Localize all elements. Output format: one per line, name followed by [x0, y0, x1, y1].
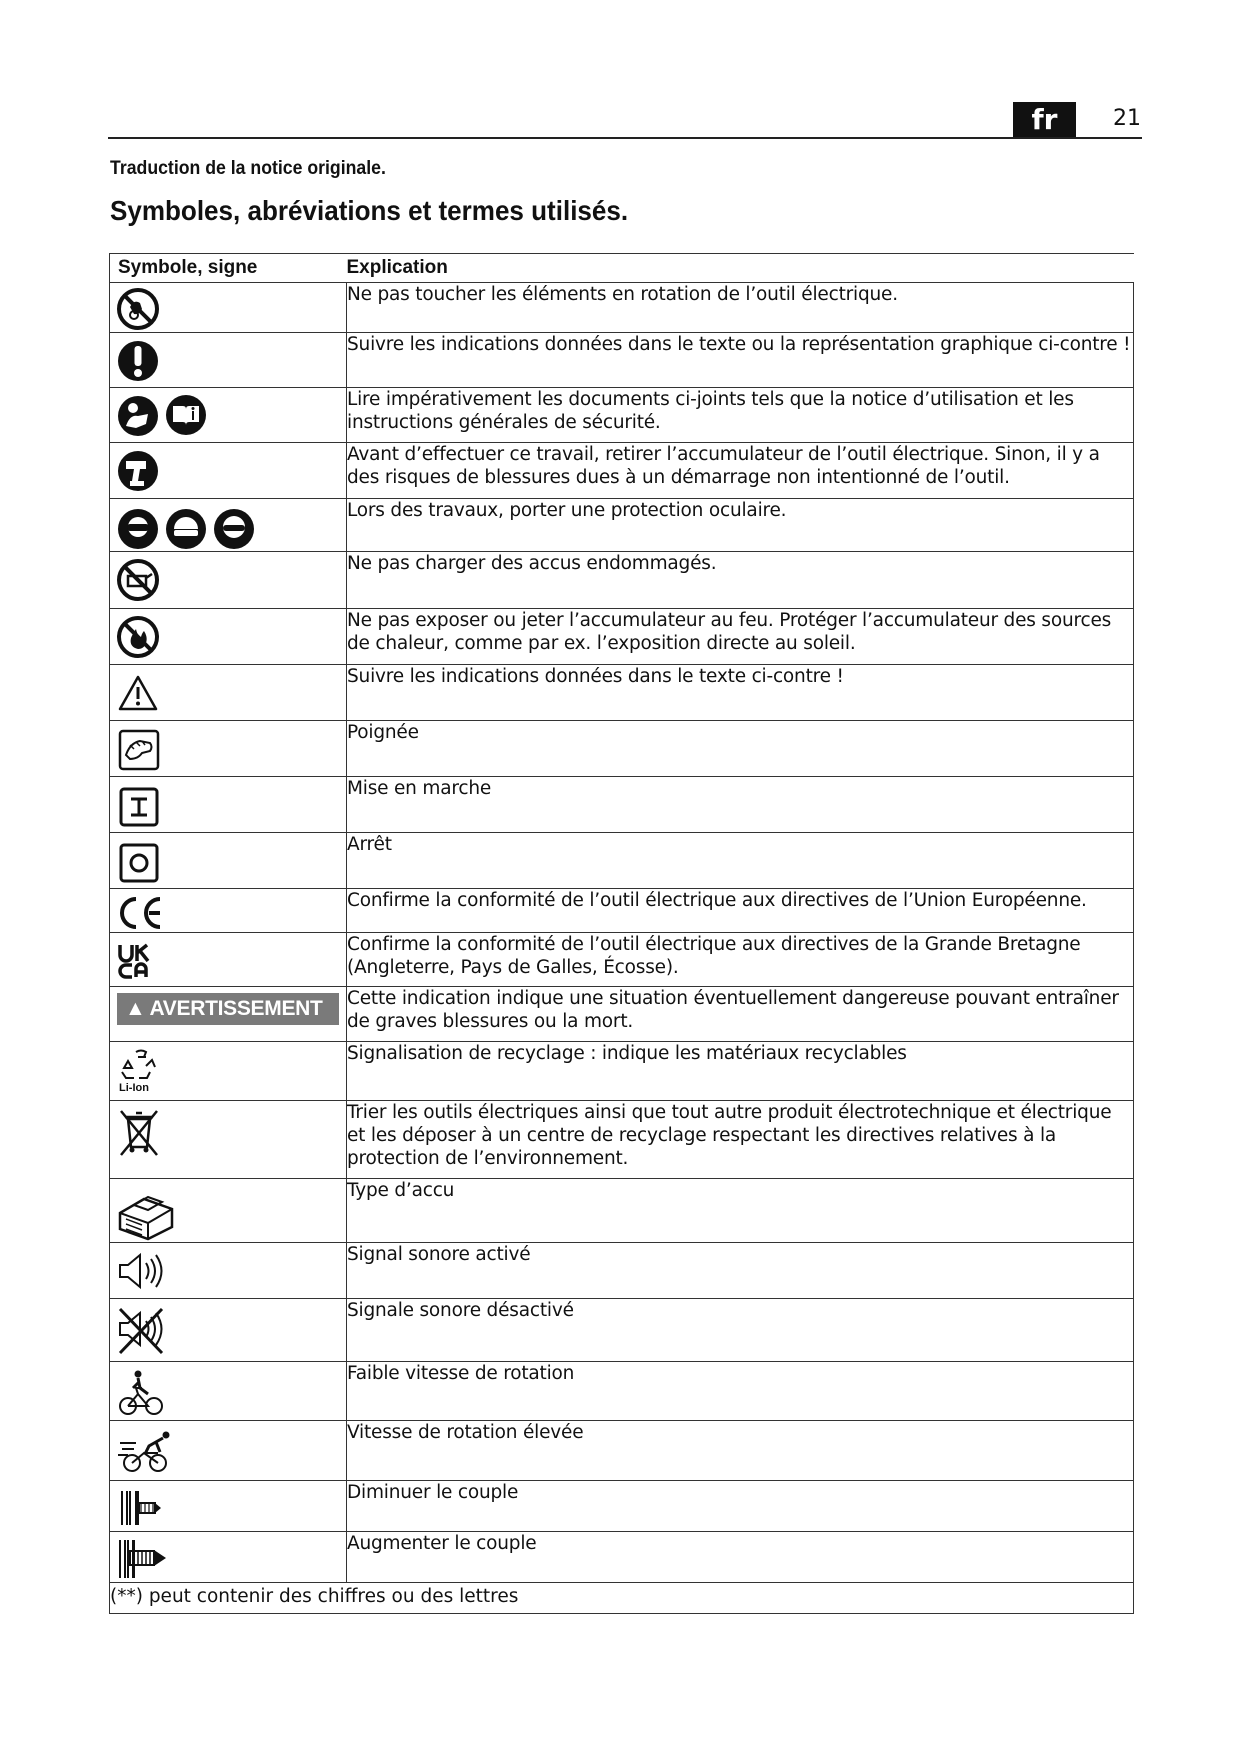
row-text: Confirme la conformité de l’outil électrique aux directives de l’Union Européenne. [347, 889, 1134, 933]
table-row [110, 1362, 1134, 1421]
li-ion-label: Li-Ion [119, 1082, 149, 1094]
row-text: Ne pas exposer ou jeter l’accumulateur au feu. Protéger l’accumulateur des sources de chaleur, comme par ex. l’exposition directe au soleil. [347, 609, 1134, 665]
table-header-row [110, 254, 1134, 283]
row-text: Faible vitesse de rotation [347, 1362, 1134, 1421]
table-row [110, 283, 1134, 333]
row-text: Suivre les indications données dans le texte ou la représentation graphique ci-contre ! [347, 333, 1134, 388]
no-charge-damaged-battery-icon [116, 556, 160, 604]
table-row [110, 1042, 1134, 1101]
row-text: Lors des travaux, porter une protection oculaire. [347, 499, 1134, 552]
row-text: Suivre les indications données dans le texte ci-contre ! [347, 665, 1134, 721]
row-text: Signale sonore désactivé [347, 1299, 1134, 1362]
row-text: Type d’accu [347, 1179, 1134, 1243]
language-badge: fr [1013, 102, 1076, 137]
row-text: Confirme la conformité de l’outil électrique aux directives de la Grande Bretagne (Angleterre, Pays de Galles, Écosse). [347, 933, 1134, 987]
table-row [110, 388, 1134, 443]
row-text: Ne pas charger des accus endommagés. [347, 552, 1134, 609]
power-on-icon [116, 781, 160, 829]
row-text: Lire impérativement les documents ci-joints tels que la notice d’utilisation et les instructions générales de sécurité. [347, 388, 1134, 443]
header-symbol: Symbole, signe [110, 254, 347, 283]
row-text: Vitesse de rotation élevée [347, 1421, 1134, 1481]
row-text: Arrêt [347, 833, 1134, 889]
header-rule [108, 137, 1142, 139]
warning-label-badge [117, 993, 339, 1025]
table-row [110, 665, 1134, 721]
read-manual-icons [116, 392, 211, 438]
row-text: Poignée [347, 721, 1134, 777]
table-row [110, 1299, 1134, 1362]
table-row [110, 499, 1134, 552]
table-row [110, 987, 1134, 1042]
sound-off-icon [116, 1303, 168, 1357]
battery-pack-icon [116, 1183, 178, 1241]
table-row [110, 721, 1134, 777]
row-text: Signal sonore activé [347, 1243, 1134, 1299]
table-row [110, 1532, 1134, 1583]
page-number: 21 [1113, 106, 1141, 131]
table-row [110, 443, 1134, 499]
table-row [110, 609, 1134, 665]
table-row [110, 833, 1134, 889]
table-row [110, 1179, 1134, 1243]
row-text: Ne pas toucher les éléments en rotation de l’outil électrique. [347, 283, 1134, 333]
table-row [110, 1243, 1134, 1299]
table-row [110, 333, 1134, 388]
exclamation-icon [116, 337, 160, 385]
footnote: (**) peut contenir des chiffres ou des lettres [110, 1583, 1134, 1614]
row-text: Augmenter le couple [347, 1532, 1134, 1583]
no-touch-rotating-icon [116, 287, 160, 331]
row-text: Avant d’effectuer ce travail, retirer l’accumulateur de l’outil électrique. Sinon, il y a des risques de blessures dues à un démarrage non intentionné de l’outil. [347, 443, 1134, 499]
table-footnote-row [110, 1583, 1134, 1614]
row-text: Mise en marche [347, 777, 1134, 833]
row-text: Trier les outils électriques ainsi que tout autre produit électrotechnique et électrique et les déposer à un centre de recyclage respectant les directives relatives à la protection de l’environnement. [347, 1101, 1134, 1179]
row-text: Cette indication indique une situation éventuellement dangereuse pouvant entraîner de graves blessures ou la mort. [347, 987, 1134, 1042]
crossed-bin-icon [116, 1105, 162, 1161]
slow-cyclist-icon [116, 1366, 168, 1420]
table-row [110, 552, 1134, 609]
table-row [110, 933, 1134, 987]
warning-triangle-icon [116, 669, 160, 717]
ukca-mark-icon [116, 937, 156, 985]
torque-decrease-icon [116, 1485, 172, 1529]
no-fire-icon [116, 613, 160, 661]
row-text: Signalisation de recyclage : indique les matériaux recyclables [347, 1042, 1134, 1101]
row-text: Diminuer le couple [347, 1481, 1134, 1532]
subtitle: Traduction de la notice originale. [110, 158, 386, 179]
sound-on-icon [116, 1247, 168, 1295]
power-off-icon [116, 837, 160, 885]
torque-increase-icon [116, 1536, 172, 1580]
remove-battery-icon [116, 447, 160, 493]
table-row [110, 1101, 1134, 1179]
table-row [110, 889, 1134, 933]
table-row [110, 1421, 1134, 1481]
handle-icon [116, 725, 160, 773]
eye-protection-icons [116, 503, 256, 551]
warning-triangle-icon: ▲ [125, 997, 146, 1020]
ce-mark-icon [116, 893, 166, 933]
table-row [110, 1481, 1134, 1532]
header-explanation: Explication [347, 254, 1134, 283]
table-row [110, 777, 1134, 833]
symbols-table [109, 253, 1134, 1614]
warning-badge-text: AVERTISSEMENT [149, 997, 323, 1020]
page-title: Symboles, abréviations et termes utilisés. [110, 195, 629, 226]
fast-cyclist-icon [116, 1425, 176, 1479]
